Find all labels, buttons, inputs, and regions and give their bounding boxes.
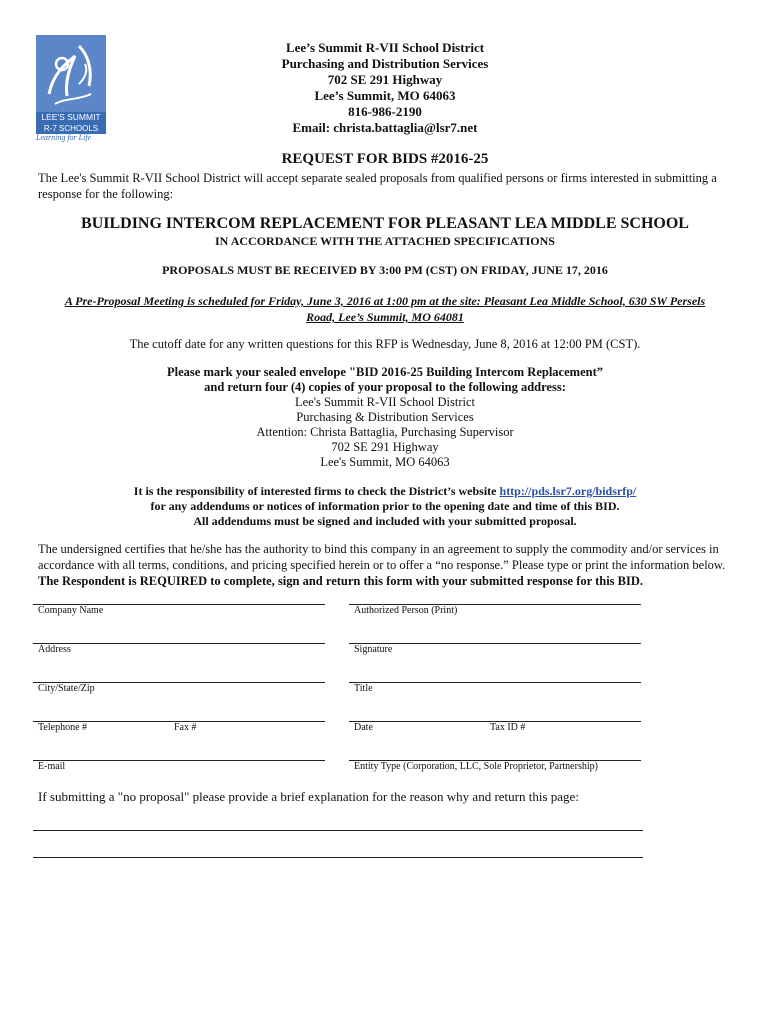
preproposal-line2: Road, Lee’s Summit, MO 64081	[306, 310, 464, 324]
tax-id-label: Tax ID #	[490, 722, 526, 733]
certification-text: The undersigned certifies that he/she has the authority to bind this company in an agreement to supply the commodity and/or services in accordance with all terms, conditions, and pricing specified herein or to offer a “no response.” Please type or print the information below.	[38, 542, 726, 572]
header-street: 702 SE 291 Highway	[327, 72, 443, 87]
telephone-label: Telephone #	[38, 722, 88, 733]
no-proposal-instructions: If submitting a "no proposal" please provide a brief explanation for the reason why and return this page:	[38, 789, 579, 804]
envelope-line6: 702 SE 291 Highway	[331, 440, 439, 454]
fax-label: Fax #	[174, 722, 197, 733]
entity-type-label: Entity Type (Corporation, LLC, Sole Proprietor, Partnership)	[354, 761, 598, 772]
header-city: Lee’s Summit, MO 64063	[314, 88, 456, 103]
envelope-line2: and return four (4) copies of your proposal to the following address:	[204, 380, 566, 394]
responsibility-line2: for any addendums or notices of information prior to the opening date and time of this BID.	[150, 499, 620, 513]
city-state-zip-label: City/State/Zip	[38, 683, 95, 694]
envelope-instructions	[0, 365, 770, 470]
responsibility-line1: It is the responsibility of interested firms to check the District’s website	[133, 484, 500, 498]
envelope-line3: Lee's Summit R-VII School District	[294, 395, 475, 409]
project-subtitle: IN ACCORDANCE WITH THE ATTACHED SPECIFICATIONS	[215, 234, 555, 248]
address-label: Address	[38, 644, 71, 655]
date-label: Date	[354, 722, 373, 733]
rfp-title: REQUEST FOR BIDS #2016-25	[281, 151, 489, 167]
title-field[interactable]	[349, 682, 641, 683]
responsibility-notice	[0, 484, 770, 529]
envelope-line4: Purchasing & Distribution Services	[296, 410, 474, 424]
header-district: Lee’s Summit R-VII School District	[285, 40, 485, 55]
header-department: Purchasing and Distribution Services	[281, 56, 489, 71]
explanation-line-2[interactable]	[33, 857, 643, 858]
certification-required: The Respondent is REQUIRED to complete, sign and return this form with your submitted response for this BID.	[38, 574, 644, 588]
preproposal-line1: A Pre-Proposal Meeting is scheduled for Friday, June 3, 2016 at 1:00 pm at the site: Pleasant Lea Middle School, 630 SW Persels	[64, 294, 706, 308]
envelope-line5: Attention: Christa Battaglia, Purchasing Supervisor	[256, 425, 514, 439]
project-title: BUILDING INTERCOM REPLACEMENT FOR PLEASANT LEA MIDDLE SCHOOL	[81, 215, 689, 232]
certification-paragraph	[38, 541, 728, 589]
submission-deadline: PROPOSALS MUST BE RECEIVED BY 3:00 PM (CST) ON FRIDAY, JUNE 17, 2016	[162, 263, 608, 277]
explanation-line-1[interactable]	[33, 830, 643, 831]
header-email: Email: christa.battaglia@lsr7.net	[292, 120, 478, 135]
authorized-person-label: Authorized Person (Print)	[354, 605, 458, 616]
signature-field[interactable]	[349, 643, 641, 644]
logo-text-line1: LEE'S SUMMIT	[36, 112, 106, 123]
header-phone: 816-986-2190	[348, 104, 422, 119]
logo-text-line2: R-7 SCHOOLS	[36, 123, 106, 134]
preproposal-notice	[0, 293, 770, 325]
responsibility-line3: All addendums must be signed and included with your submitted proposal.	[193, 514, 577, 528]
bids-website-link[interactable]: http://pds.lsr7.org/bidsrfp/	[499, 484, 637, 498]
logo-tagline: Learning for Life	[36, 133, 92, 142]
email-field[interactable]	[33, 760, 325, 761]
envelope-line7: Lee's Summit, MO 64063	[320, 455, 450, 469]
email-label: E-mail	[38, 761, 66, 772]
questions-cutoff: The cutoff date for any written questions for this RFP is Wednesday, June 8, 2016 at 12:00 PM (CST).	[129, 337, 641, 351]
company-name-label: Company Name	[38, 605, 104, 616]
envelope-line1: Please mark your sealed envelope "BID 2016-25 Building Intercom Replacement”	[167, 365, 603, 379]
address-field[interactable]	[33, 643, 325, 644]
title-label: Title	[354, 683, 373, 694]
intro-paragraph: The Lee's Summit R-VII School District will accept separate sealed proposals from qualified persons or firms interested in submitting a response for the following:	[38, 171, 717, 201]
signature-label: Signature	[354, 644, 393, 655]
